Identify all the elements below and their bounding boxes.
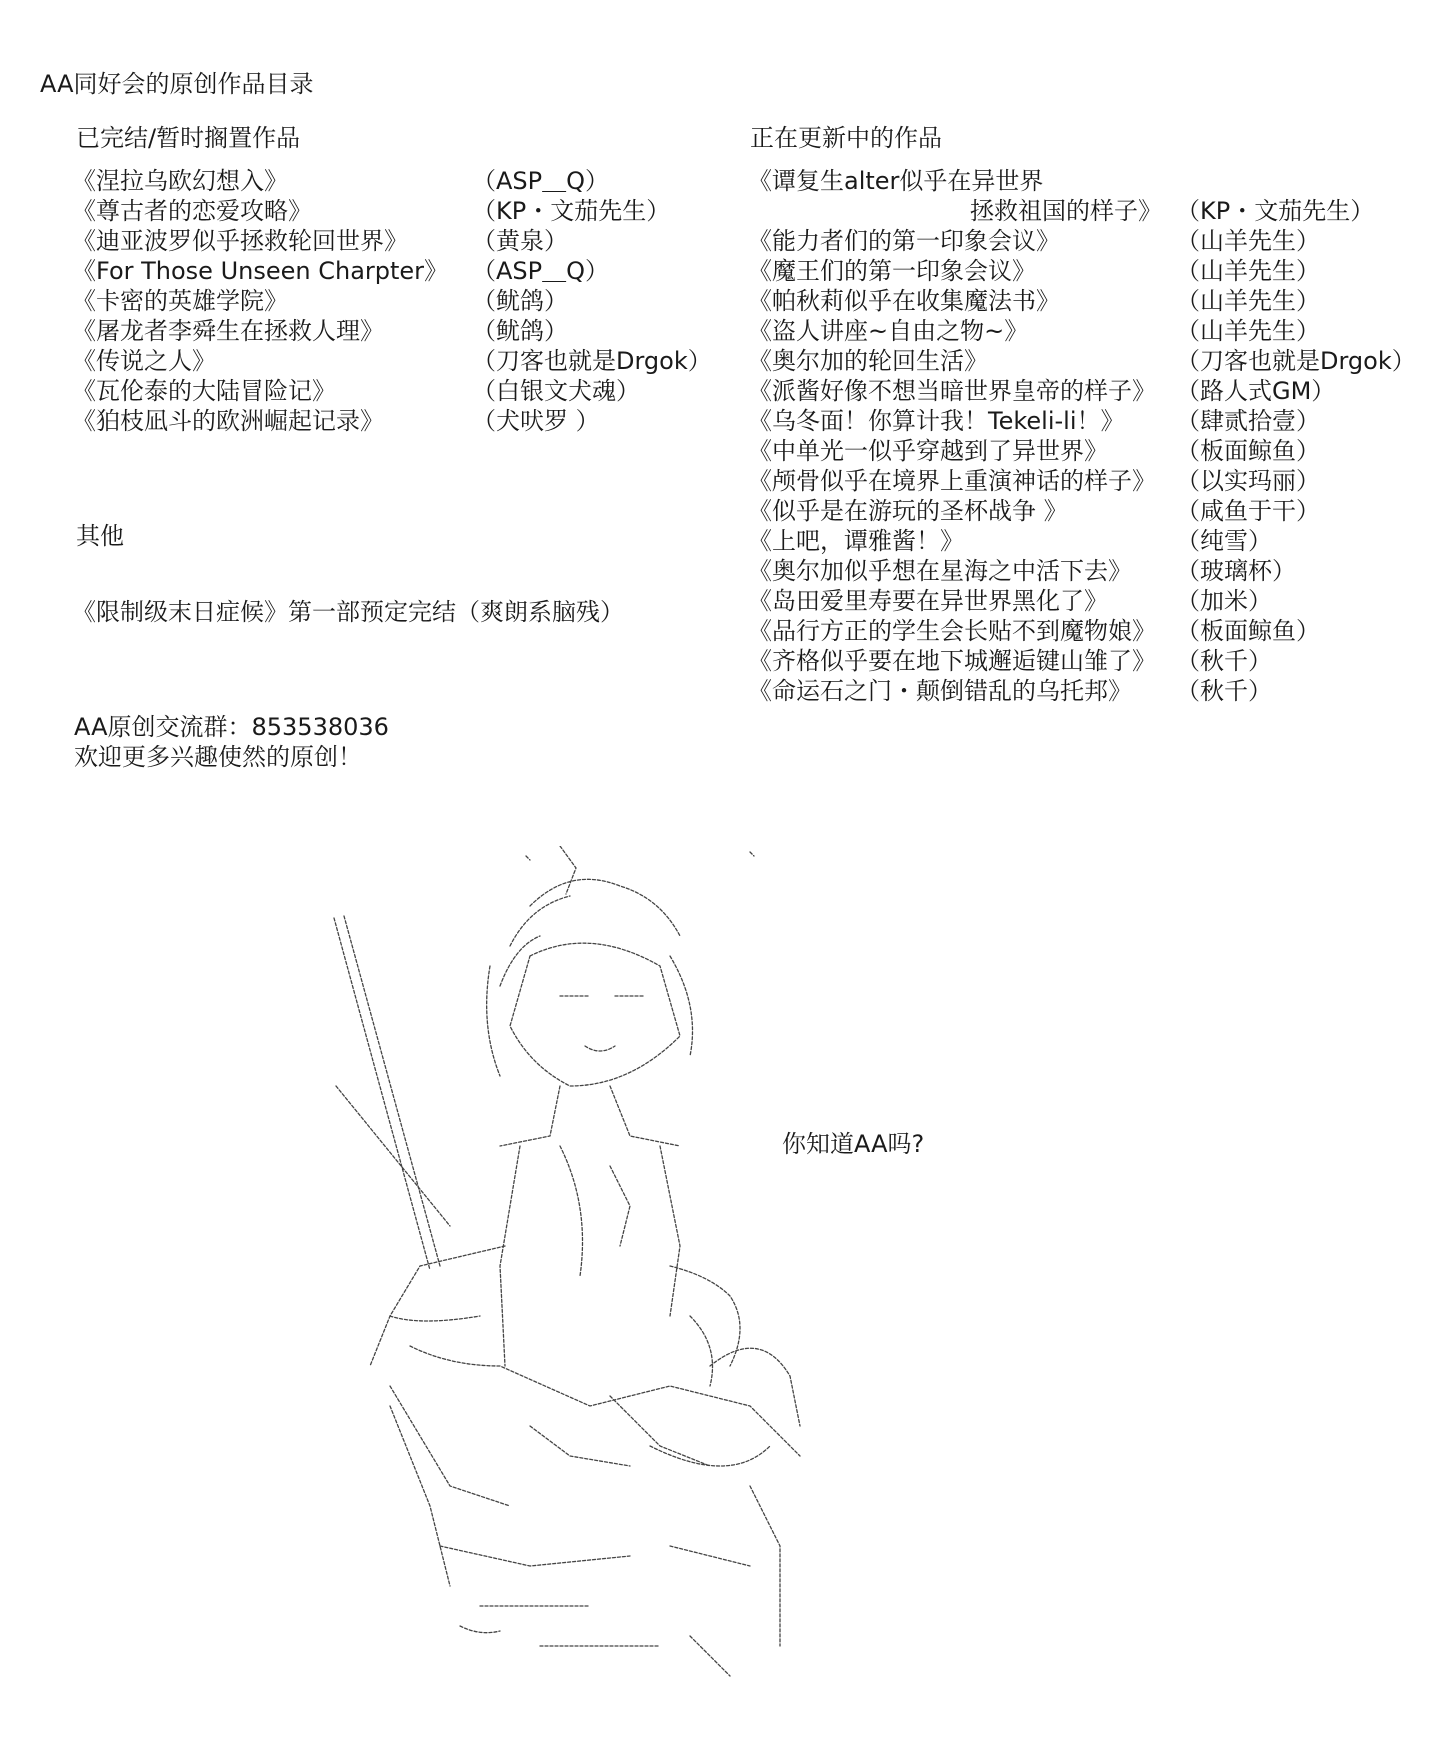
list-item bbox=[748, 556, 1438, 586]
list-item bbox=[72, 256, 732, 286]
work-title-continued: 拯救祖国的样子》 bbox=[970, 197, 1162, 225]
list-item bbox=[72, 226, 732, 256]
work-title: 《谭复生alter似乎在异世界 bbox=[748, 167, 1044, 195]
work-author: （纯雪） bbox=[1176, 527, 1272, 555]
work-author: （刀客也就是Drgok） bbox=[472, 347, 712, 375]
work-title: 《奥尔加的轮回生活》 bbox=[748, 347, 988, 375]
work-author: （ASP＿Q） bbox=[472, 167, 610, 195]
work-title: 《屠龙者李舜生在拯救人理》 bbox=[72, 317, 384, 345]
speech-text: 你知道AA吗? bbox=[782, 1130, 925, 1158]
list-item bbox=[748, 286, 1438, 316]
work-title: 《上吧，谭雅酱！》 bbox=[748, 527, 964, 555]
list-item bbox=[72, 406, 732, 436]
work-title: 《传说之人》 bbox=[72, 347, 216, 375]
list-item bbox=[748, 346, 1438, 376]
work-title: 《品行方正的学生会长贴不到魔物娘》 bbox=[748, 617, 1156, 645]
list-item bbox=[748, 196, 1438, 226]
work-title: 《盗人讲座~自由之物~》 bbox=[748, 317, 1029, 345]
work-author: （山羊先生） bbox=[1176, 287, 1320, 315]
list-item bbox=[748, 586, 1438, 616]
list-item bbox=[72, 346, 732, 376]
list-item bbox=[748, 226, 1438, 256]
work-title: 《似乎是在游玩的圣杯战争 》 bbox=[748, 497, 1068, 525]
ascii-art-drawing bbox=[330, 846, 910, 1696]
updating-heading: 正在更新中的作品 bbox=[750, 124, 942, 152]
list-item bbox=[72, 286, 732, 316]
work-title: 《尊古者的恋爱攻略》 bbox=[72, 197, 312, 225]
work-author: （咸鱼于干） bbox=[1176, 497, 1320, 525]
list-item bbox=[748, 496, 1438, 526]
ascii-art-illustration bbox=[330, 846, 910, 1696]
list-item bbox=[748, 526, 1438, 556]
other-item: 《限制级末日症候》第一部预定完结（爽朗系脑残） bbox=[72, 598, 624, 626]
work-title: 《魔王们的第一印象会议》 bbox=[748, 257, 1036, 285]
updating-list bbox=[748, 166, 1438, 706]
welcome-line: 欢迎更多兴趣使然的原创！ bbox=[74, 743, 362, 771]
work-author: （山羊先生） bbox=[1176, 227, 1320, 255]
list-item bbox=[748, 676, 1438, 706]
work-title: 《For Those Unseen Charpter》 bbox=[72, 257, 449, 285]
list-item bbox=[748, 376, 1438, 406]
work-author: （犬吠罗 ） bbox=[472, 407, 600, 435]
list-item bbox=[748, 466, 1438, 496]
work-author: （KP・文茄先生） bbox=[1176, 197, 1375, 225]
work-author: （肆贰拾壹） bbox=[1176, 407, 1320, 435]
list-item bbox=[748, 316, 1438, 346]
work-author: （板面鲸鱼） bbox=[1176, 437, 1320, 465]
list-item bbox=[748, 646, 1438, 676]
work-author: （ASP＿Q） bbox=[472, 257, 610, 285]
work-author: （山羊先生） bbox=[1176, 257, 1320, 285]
work-title: 《齐格似乎要在地下城邂逅键山雏了》 bbox=[748, 647, 1156, 675]
list-item bbox=[748, 436, 1438, 466]
work-title: 《颅骨似乎在境界上重演神话的样子》 bbox=[748, 467, 1156, 495]
work-title: 《帕秋莉似乎在收集魔法书》 bbox=[748, 287, 1060, 315]
work-title: 《派酱好像不想当暗世界皇帝的样子》 bbox=[748, 377, 1156, 405]
list-item bbox=[72, 166, 732, 196]
work-title: 《卡密的英雄学院》 bbox=[72, 287, 288, 315]
work-author: （鱿鸽） bbox=[472, 287, 568, 315]
work-author: （KP・文茄先生） bbox=[472, 197, 671, 225]
work-author: （白银文犬魂） bbox=[472, 377, 640, 405]
completed-list bbox=[72, 166, 732, 436]
work-author: （山羊先生） bbox=[1176, 317, 1320, 345]
work-author: （路人式GM） bbox=[1176, 377, 1336, 405]
list-item bbox=[72, 316, 732, 346]
work-title: 《瓦伦泰的大陆冒险记》 bbox=[72, 377, 336, 405]
work-title: 《狛枝凪斗的欧洲崛起记录》 bbox=[72, 407, 384, 435]
list-item bbox=[748, 616, 1438, 646]
work-author: （刀客也就是Drgok） bbox=[1176, 347, 1416, 375]
list-item bbox=[748, 166, 1438, 196]
work-title: 《能力者们的第一印象会议》 bbox=[748, 227, 1060, 255]
work-title: 《中单光一似乎穿越到了异世界》 bbox=[748, 437, 1108, 465]
work-title: 《迪亚波罗似乎拯救轮回世界》 bbox=[72, 227, 408, 255]
work-author: （秋千） bbox=[1176, 647, 1272, 675]
other-heading: 其他 bbox=[76, 522, 124, 550]
work-title: 《岛田爱里寿要在异世界黑化了》 bbox=[748, 587, 1108, 615]
work-author: （黄泉） bbox=[472, 227, 568, 255]
list-item bbox=[72, 196, 732, 226]
work-author: （加米） bbox=[1176, 587, 1272, 615]
work-author: （玻璃杯） bbox=[1176, 557, 1296, 585]
work-title: 《乌冬面！你算计我！Tekeli-li！》 bbox=[748, 407, 1125, 435]
work-author: （秋千） bbox=[1176, 677, 1272, 705]
list-item bbox=[748, 256, 1438, 286]
work-title: 《奥尔加似乎想在星海之中活下去》 bbox=[748, 557, 1132, 585]
catalog-title: AA同好会的原创作品目录 bbox=[40, 70, 314, 98]
list-item bbox=[72, 376, 732, 406]
work-title: 《命运石之门・颠倒错乱的乌托邦》 bbox=[748, 677, 1132, 705]
work-title: 《涅拉乌欧幻想入》 bbox=[72, 167, 288, 195]
work-author: （鱿鸽） bbox=[472, 317, 568, 345]
work-author: （以实玛丽） bbox=[1176, 467, 1320, 495]
list-item bbox=[748, 406, 1438, 436]
group-number: AA原创交流群：853538036 bbox=[74, 713, 389, 741]
completed-heading: 已完结/暂时搁置作品 bbox=[76, 124, 301, 152]
work-author: （板面鲸鱼） bbox=[1176, 617, 1320, 645]
